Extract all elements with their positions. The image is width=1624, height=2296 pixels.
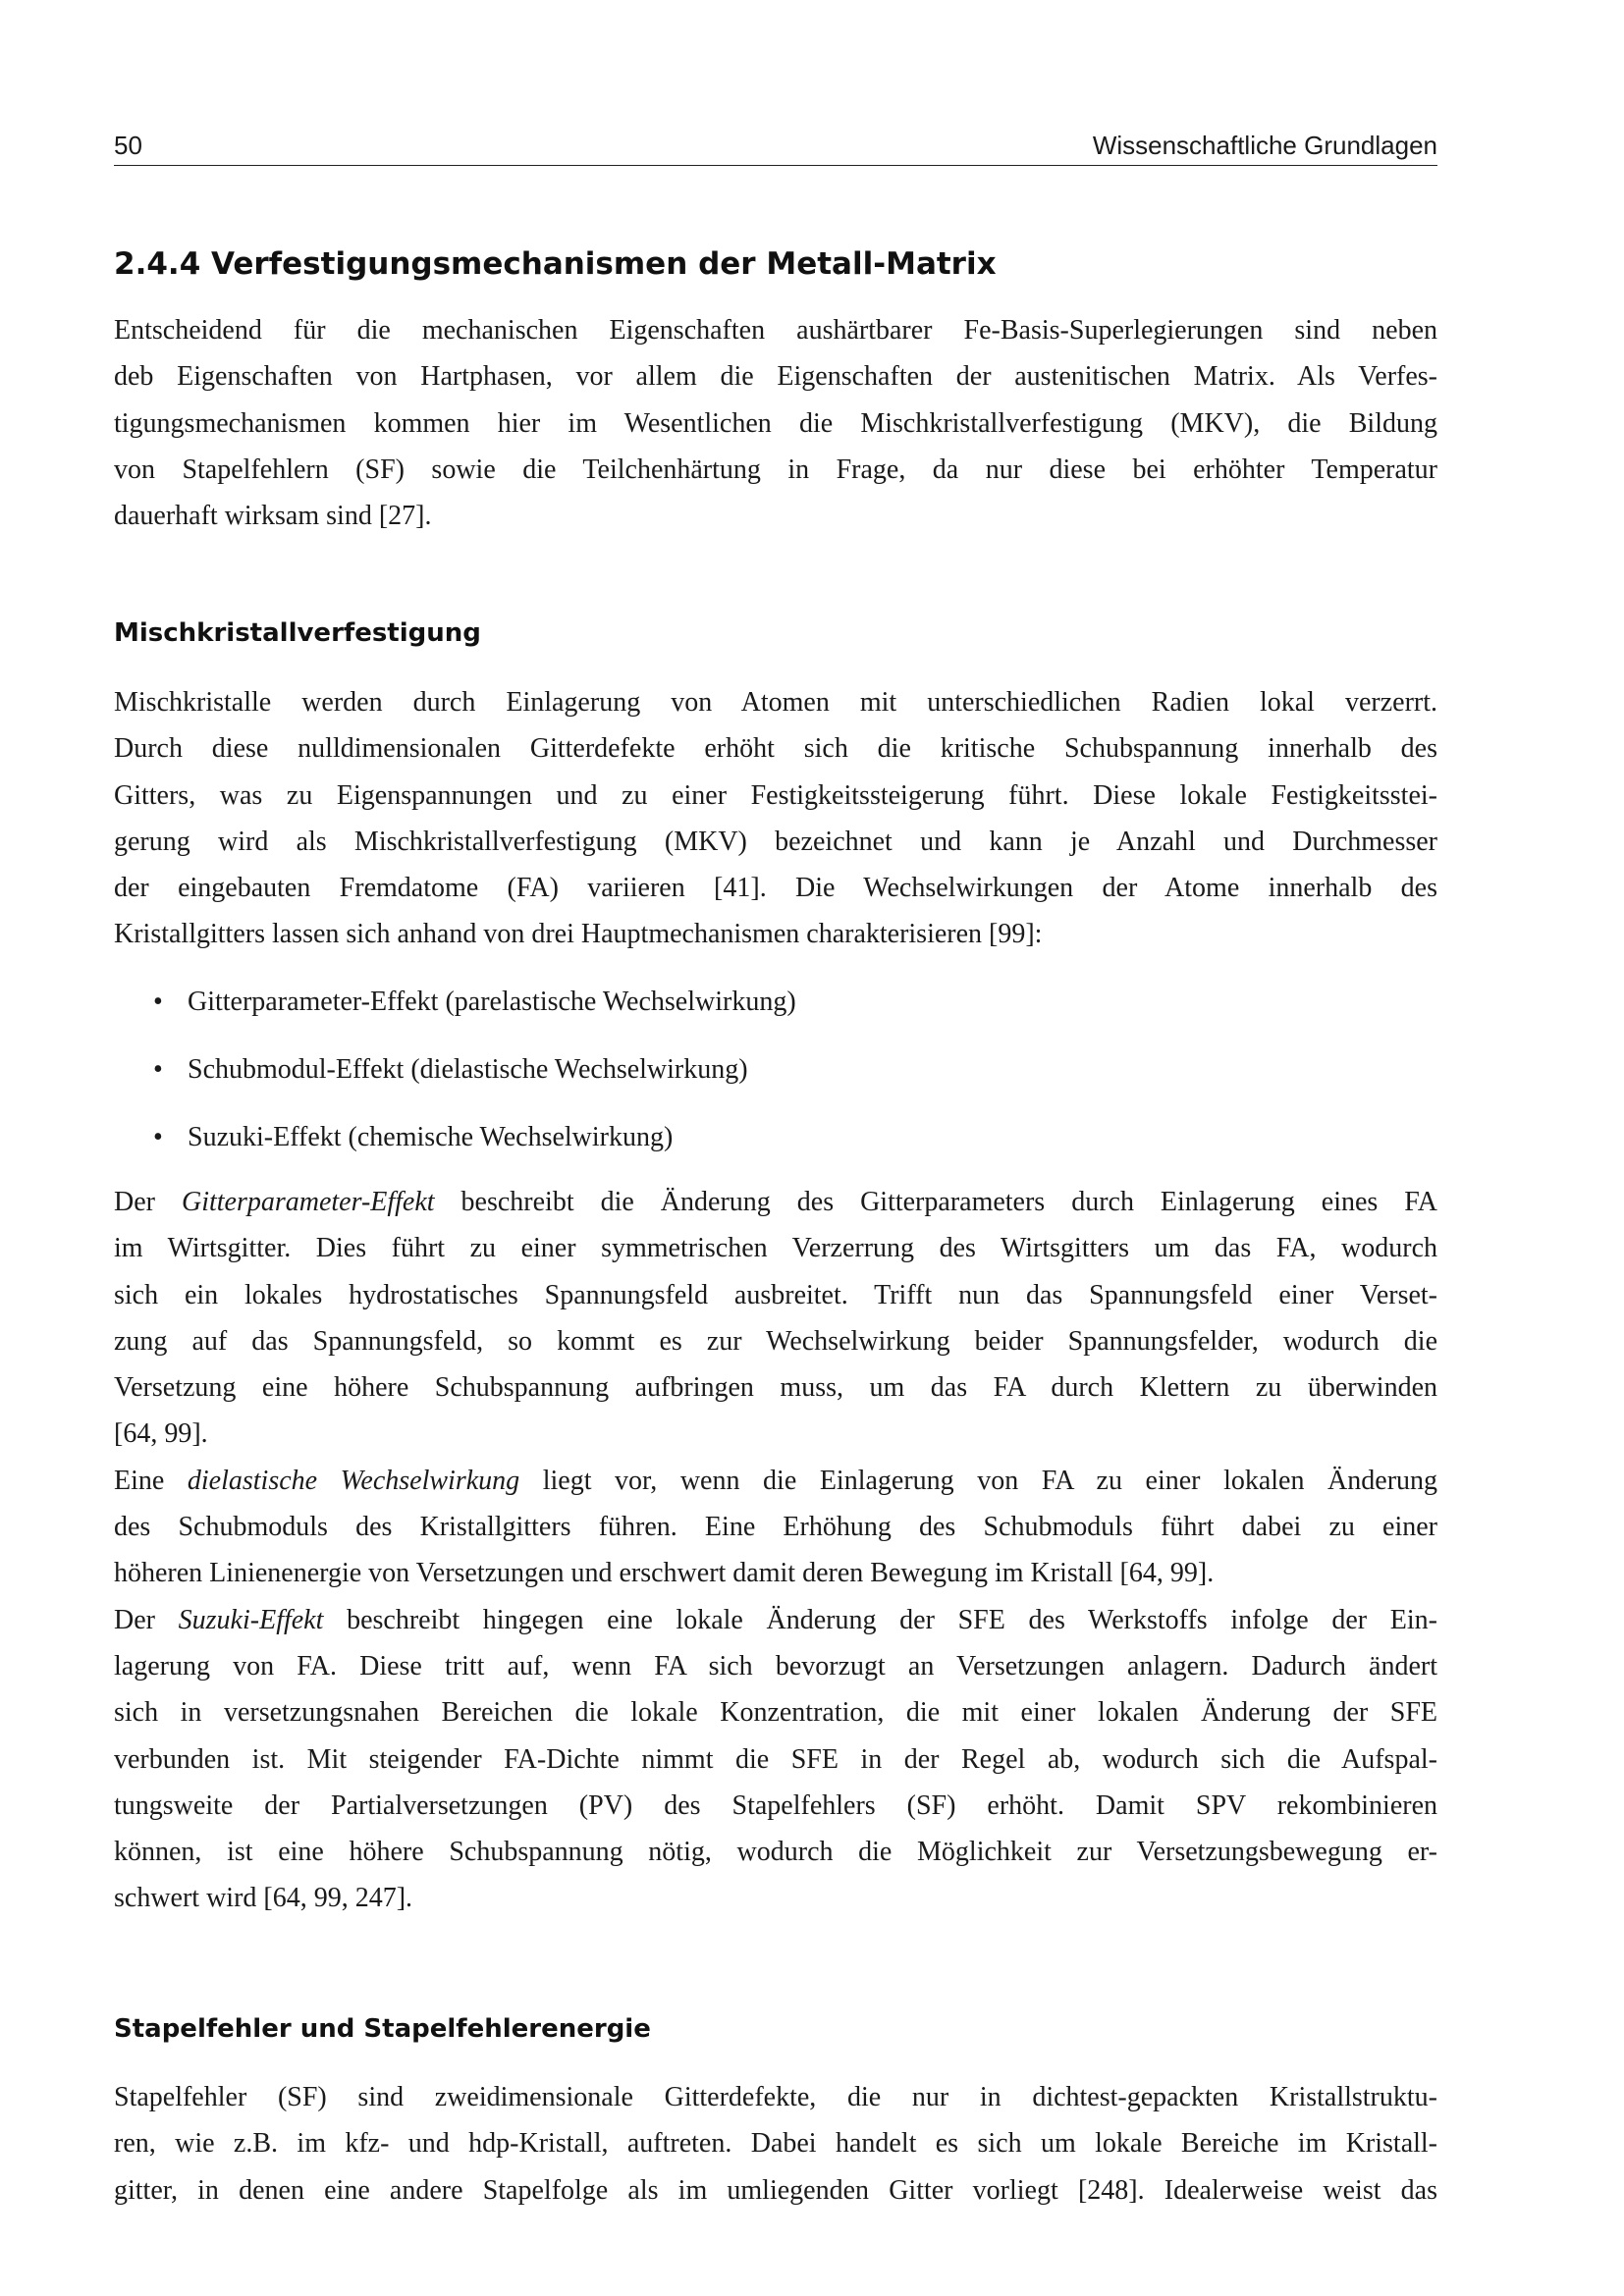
text-line: Entscheidend für die mechanischen Eigenschaften aushärtbarer Fe-Basis-Superlegierungen sind neben [114,315,1437,346]
list-item-text: Gitterparameter-Effekt (parelastische Wechselwirkung) [188,987,796,1017]
list-item-text: Suzuki-Effekt (chemische Wechselwirkung) [188,1122,674,1152]
text-line: Stapelfehler (SF) sind zweidimensionale Gitterdefekte, die nur in dichtest-gepackten Kristallstruktu- [114,2082,1437,2112]
term-emphasis: dielastische Wechselwirkung [187,1465,520,1496]
text-line: gitter, in denen eine andere Stapelfolge als im umliegenden Gitter vorliegt [248]. Idealerweise weist das [114,2174,1437,2206]
text-line: schwert wird [64, 99, 247]. [114,1883,413,1914]
text-line: Mischkristalle werden durch Einlagerung von Atomen mit unterschiedlichen Radien lokal verzerrt. [114,687,1437,718]
text-line: höheren Linienenergie von Versetzungen und erschwert damit deren Bewegung im Kristall [64, 99]. [114,1558,1215,1589]
section-heading: 2.4.4 Verfestigungsmechanismen der Metall-Matrix [114,246,997,282]
text-line: verbunden ist. Mit steigender FA-Dichte nimmt die SFE in der Regel ab, wodurch sich die Aufspal- [114,1743,1437,1775]
running-title: Wissenschaftliche Grundlagen [1092,131,1437,160]
text-line: der eingebauten Fremdatome (FA) variieren [41]. Die Wechselwirkungen der Atome innerhalb des [114,873,1437,904]
text-line: dauerhaft wirksam sind [27]. [114,501,432,532]
subsection-heading-mkv: Mischkristallverfestigung [114,618,481,648]
text-line: sich ein lokales hydrostatisches Spannungsfeld ausbreitet. Trifft nun das Spannungsfeld einer Verset- [114,1279,1437,1310]
list-item-text: Schubmodul-Effekt (dielastische Wechselwirkung) [188,1054,748,1085]
text-line: [64, 99]. [114,1418,208,1450]
text-line: Gitters, was zu Eigenspannungen und zu einer Festigkeitssteigerung führt. Diese lokale Festigkeitsstei- [114,779,1437,811]
page-number: 50 [114,131,142,160]
mkv-paragraph-1 [114,679,1437,958]
text-line: gerung wird als Mischkristallverfestigung (MKV) bezeichnet und kann je Anzahl und Durchmesser [114,826,1437,857]
text-line: deb Eigenschaften von Hartphasen, vor allem die Eigenschaften der austenitischen Matrix. Als Verfes- [114,361,1437,393]
text-line: Durch diese nulldimensionalen Gitterdefekte erhöht sich die kritische Schubspannung innerhalb des [114,733,1437,765]
sf-paragraph [114,2074,1437,2214]
text-line: können, ist eine höhere Schubspannung nötig, wodurch die Möglichkeit zur Versetzungsbewegung er- [114,1837,1437,1868]
running-header [114,126,1437,166]
text-line: Eine dielastische Wechselwirkung liegt vor, wenn die Einlagerung von FA zu einer lokalen Änderung [114,1465,1438,1496]
text-line: des Schubmoduls des Kristallgitters führen. Eine Erhöhung des Schubmoduls führt dabei zu einer [114,1512,1437,1543]
term-emphasis: Suzuki-Effekt [178,1604,324,1635]
text-line: zung auf das Spannungsfeld, so kommt es zur Wechselwirkung beider Spannungsfelder, wodurch die [114,1325,1437,1357]
bullet-icon: • [153,1122,163,1152]
text-line: von Stapelfehlern (SF) sowie die Teilchenhärtung in Frage, da nur diese bei erhöhter Temperatur [114,454,1437,485]
text-line: Kristallgitters lassen sich anhand von drei Hauptmechanismen charakterisieren [99]: [114,919,1043,950]
text-line: tigungsmechanismen kommen hier im Wesentlichen die Mischkristallverfestigung (MKV), die Bildung [114,407,1437,439]
subsection-heading-sf: Stapelfehler und Stapelfehlerenergie [114,2014,651,2044]
term-emphasis: Gitterparameter-Effekt [181,1187,435,1217]
text-line: lagerung von FA. Diese tritt auf, wenn FA sich bevorzugt an Versetzungen anlagern. Dadurch ändert [114,1650,1437,1682]
mkv-paragraphs [114,1179,1437,1922]
intro-paragraph [114,307,1437,539]
text-line: Der Suzuki-Effekt beschreibt hingegen eine lokale Änderung der SFE des Werkstoffs infolge der Ein- [114,1604,1437,1635]
text-line: Versetzung eine höhere Schubspannung aufbringen muss, um das FA durch Klettern zu überwinden [114,1372,1437,1404]
text-line: im Wirtsgitter. Dies führt zu einer symmetrischen Verzerrung des Wirtsgitters um das FA, wodurch [114,1233,1437,1264]
text-line: Der Gitterparameter-Effekt beschreibt die Änderung des Gitterparameters durch Einlagerung eines FA [114,1187,1437,1217]
bullet-icon: • [153,987,163,1017]
text-line: sich in versetzungsnahen Bereichen die lokale Konzentration, die mit einer lokalen Änderung der SFE [114,1697,1437,1729]
text-line: tungsweite der Partialversetzungen (PV) des Stapelfehlers (SF) erhöht. Damit SPV rekombinieren [114,1789,1437,1821]
text-line: ren, wie z.B. im kfz- und hdp-Kristall, auftreten. Dabei handelt es sich um lokale Bereiche im Kristall- [114,2128,1437,2160]
bullet-icon: • [153,1054,163,1085]
